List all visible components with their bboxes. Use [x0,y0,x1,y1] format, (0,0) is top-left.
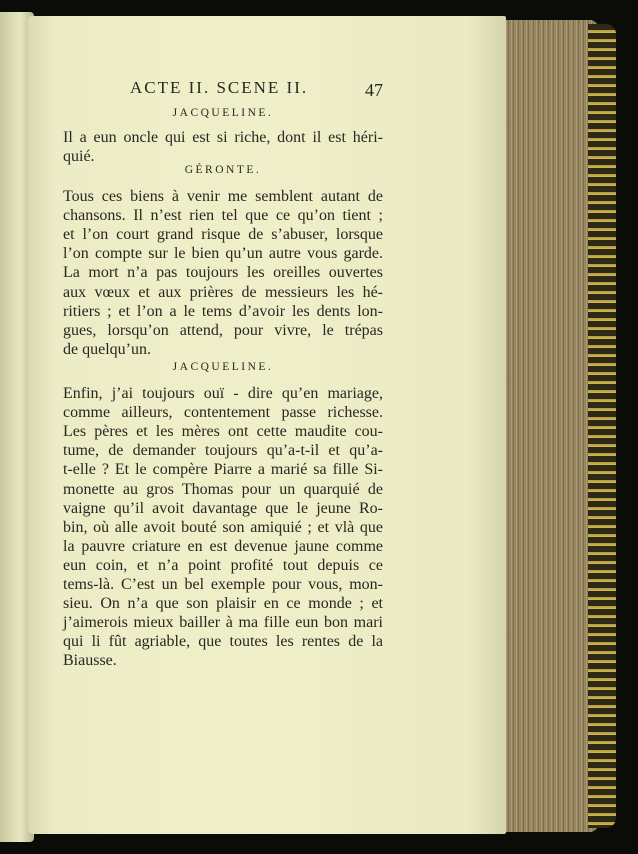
text-line: de quelqu’un. [63,340,151,358]
speaker-name: GÉRONTE. [184,164,262,176]
text-line: sieu. On n’a que son plaisir en ce monde ; et [63,595,383,613]
text-line: Les pères et les mères ont cette maudite cou- [63,423,383,441]
text-line: bin, où alle avoit bouté son amiquié ; et vlà que [63,518,383,536]
text-line: vaigne qu’il avoit davantage que le jeune Ro- [63,499,383,517]
speaker-name: JACQUELINE. [172,107,274,119]
text-line: La mort n’a pas toujours les oreilles ouvertes [63,264,383,282]
book-binding-edge [588,24,616,828]
text-line: eun coin, et n’a point profité tout depuis ce [63,556,383,574]
text-line: ritiers ; et l’on a le tems d’avoir les dents lon- [63,302,383,320]
text-line: Tous ces biens à venir me semblent autant de [63,188,383,205]
text-line: chansons. Il n’est rien tel que ce qu’on tient ; [63,207,383,225]
page-fore-edge [500,20,598,832]
running-title: ACTE II. SCENE II. [130,78,309,97]
text-line: j’aimerois mieux bailler à ma fille eun bon mari [63,614,383,632]
speaker-name: JACQUELINE. [172,361,274,373]
text-line: quié. [63,148,95,166]
text-line: Biausse. [63,652,117,670]
text-line: comme ailleurs, contentement passe richesse. [63,404,383,422]
text-line: qui li fût agriable, que toutes les rentes de la [63,633,383,651]
page-number: 47 [365,80,383,100]
text-line: monette au gros Thomas pour un quarquié de [63,480,383,498]
text-line: tems-là. C’est un bel exemple pour vous, mon- [63,576,383,593]
text-line: tume, de demander toujours qu’a-t-il et qu’a- [63,442,383,460]
text-line: gues, lorsqu’on attend, pour vivre, le trépas [63,321,383,339]
text-line: et l’on court grand risque de s’abuser, lorsque [63,226,383,244]
text-line: aux vœux et aux prières de messieurs les hé- [63,283,383,301]
text-line: la pauvre criature en est devenue jaune comme [63,537,383,555]
text-line: Il a eun oncle qui est si riche, dont il est héri- [63,129,383,146]
text-line: Enfin, j’ai toujours ouï - dire qu’en mariage, [63,385,383,402]
text-line: l’on compte sur le bien qu’un autre vous garde. [63,245,383,263]
text-line: t-elle ? Et le compère Piarre a marié sa fille Si- [63,461,383,479]
